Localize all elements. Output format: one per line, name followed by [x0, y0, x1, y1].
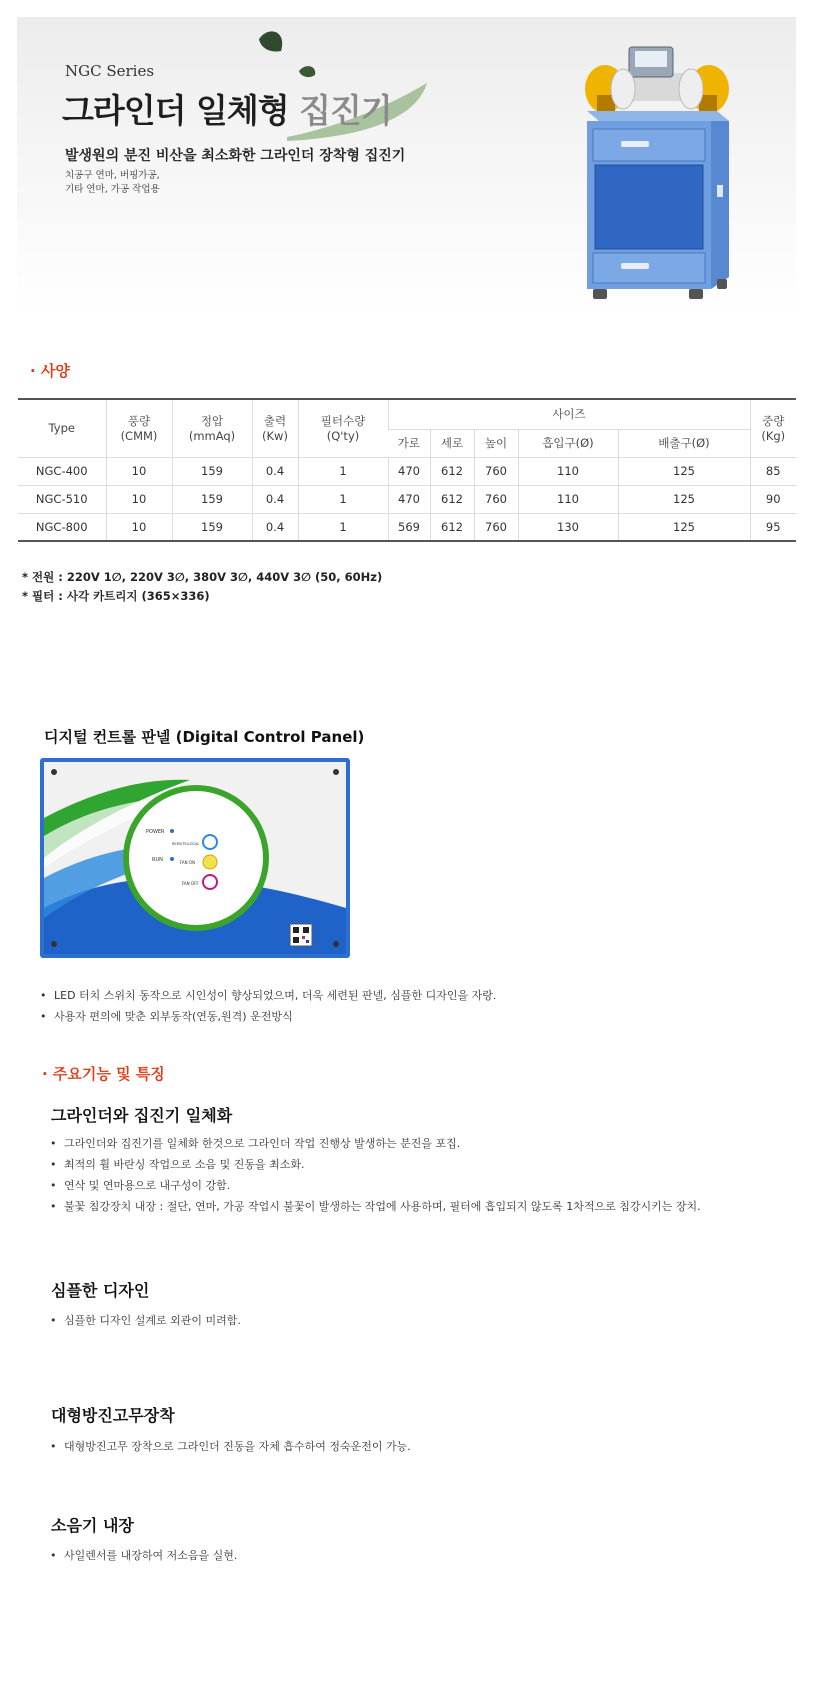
spec-table — [18, 398, 796, 542]
cell-width: 470 — [388, 485, 430, 513]
cell-weight: 85 — [750, 457, 796, 485]
col-outlet: 배출구(Ø) — [618, 429, 750, 457]
cell-power: 0.4 — [252, 457, 298, 485]
cell-inlet: 110 — [518, 485, 618, 513]
cell-weight: 95 — [750, 513, 796, 541]
cell-filter: 1 — [298, 513, 388, 541]
note-filter: * 필터 : 사각 카트리지 (365×336) — [22, 589, 210, 603]
note-power: * 전원 : 220V 1∅, 220V 3∅, 380V 3∅, 440V 3∅ (50, 60Hz) — [22, 570, 383, 584]
cell-type: NGC-400 — [18, 457, 106, 485]
banner-description — [65, 169, 160, 197]
list-item: • 그라인더와 집진기를 일체화 한것으로 그라인더 작업 진행상 발생하는 분진을 포집. — [50, 1133, 701, 1154]
list-item: • 사일렌서를 내장하여 저소음을 실현. — [50, 1545, 237, 1566]
panel-label-remote: REMOTE/LOCAL — [172, 842, 200, 846]
table-row — [18, 485, 796, 513]
cell-outlet: 125 — [618, 485, 750, 513]
col-type: Type — [18, 399, 106, 457]
spec-section-title: · 사양 — [30, 362, 70, 380]
desc-line: 기타 연마, 가공 작업용 — [65, 184, 160, 195]
feature-bullets-silencer — [50, 1545, 237, 1566]
list-item: • LED 터치 스위치 동작으로 시인성이 향상되었으며, 더욱 세련된 판넬, 심플한 디자인을 자랑. — [40, 985, 496, 1006]
cell-airflow: 10 — [106, 485, 172, 513]
cell-inlet: 130 — [518, 513, 618, 541]
cell-weight: 90 — [750, 485, 796, 513]
feature-title-anti-vibration: 대형방진고무장착 — [51, 1406, 175, 1425]
col-inlet: 흡입구(Ø) — [518, 429, 618, 457]
feature-title-design: 심플한 디자인 — [51, 1281, 150, 1300]
cell-power: 0.4 — [252, 485, 298, 513]
spec-notes — [22, 568, 382, 606]
cell-height: 760 — [474, 457, 518, 485]
col-airflow: 풍량 (CMM) — [106, 399, 172, 457]
feature-bullets-anti-vibration — [50, 1436, 411, 1457]
product-banner — [17, 17, 796, 315]
cell-depth: 612 — [430, 513, 474, 541]
table-row — [18, 513, 796, 541]
list-item: • 최적의 휠 바란싱 작업으로 소음 및 진동을 최소화. — [50, 1154, 701, 1175]
col-weight: 중량 (Kg) — [750, 399, 796, 457]
feature-title-silencer: 소음기 내장 — [51, 1516, 134, 1535]
title-main: 그라인더 일체형 — [62, 91, 300, 130]
cell-width: 470 — [388, 457, 430, 485]
cell-width: 569 — [388, 513, 430, 541]
col-filter: 필터수량 (Q'ty) — [298, 399, 388, 457]
desc-line: 치공구 연마, 버핑가공, — [65, 170, 160, 181]
series-label: NGC Series — [65, 62, 155, 80]
cell-airflow: 10 — [106, 513, 172, 541]
list-item: • 사용자 편의에 맞춘 외부동작(연동,원격) 운전방식 — [40, 1006, 496, 1027]
feature-title-integration: 그라인더와 집진기 일체화 — [51, 1106, 233, 1125]
cell-inlet: 110 — [518, 457, 618, 485]
col-size-group: 사이즈 — [388, 399, 750, 429]
cell-pressure: 159 — [172, 457, 252, 485]
panel-label-run: RUN — [152, 857, 163, 863]
panel-heading: 디지털 컨트롤 판넬 (Digital Control Panel) — [44, 728, 365, 746]
cell-airflow: 10 — [106, 457, 172, 485]
feature-bullets-design — [50, 1310, 241, 1331]
list-item: • 심플한 디자인 설계로 외관이 미려함. — [50, 1310, 241, 1331]
col-height: 높이 — [474, 429, 518, 457]
cell-filter: 1 — [298, 457, 388, 485]
list-item: • 불꽃 침강장치 내장 : 절단, 연마, 가공 작업시 불꽃이 발생하는 작업에 사용하며, 필터에 흡입되지 않도록 1차적으로 침강시키는 장치. — [50, 1196, 701, 1217]
cell-outlet: 125 — [618, 457, 750, 485]
cell-pressure: 159 — [172, 485, 252, 513]
panel-label-fan-on: FAN ON — [180, 860, 196, 865]
cell-type: NGC-510 — [18, 485, 106, 513]
feature-bullets-integration — [50, 1133, 701, 1217]
col-pressure: 정압 (mmAq) — [172, 399, 252, 457]
cell-outlet: 125 — [618, 513, 750, 541]
cell-power: 0.4 — [252, 513, 298, 541]
cell-pressure: 159 — [172, 513, 252, 541]
list-item: • 연삭 및 연마용으로 내구성이 강함. — [50, 1175, 701, 1196]
digital-control-panel-image — [40, 758, 350, 958]
col-depth: 세로 — [430, 429, 474, 457]
panel-bullets — [40, 985, 496, 1027]
cell-height: 760 — [474, 485, 518, 513]
list-item: • 대형방진고무 장착으로 그라인더 진동을 자체 흡수하여 정숙운전이 가능. — [50, 1436, 411, 1457]
panel-label-fan-off: FAN OFF — [182, 881, 199, 886]
col-width: 가로 — [388, 429, 430, 457]
page-title — [62, 85, 392, 132]
banner-subtitle: 발생원의 분진 비산을 최소화한 그라인더 장착형 집진기 — [65, 148, 406, 164]
leaf-icon — [255, 25, 325, 85]
cell-filter: 1 — [298, 485, 388, 513]
title-accent: 집진기 — [299, 91, 392, 130]
cell-depth: 612 — [430, 485, 474, 513]
cell-height: 760 — [474, 513, 518, 541]
panel-label-power: POWER — [146, 829, 165, 835]
grinder-dust-collector-image — [577, 25, 737, 307]
features-section-title: · 주요기능 및 특징 — [42, 1065, 165, 1083]
col-power: 출력 (Kw) — [252, 399, 298, 457]
cell-type: NGC-800 — [18, 513, 106, 541]
table-row — [18, 457, 796, 485]
cell-depth: 612 — [430, 457, 474, 485]
